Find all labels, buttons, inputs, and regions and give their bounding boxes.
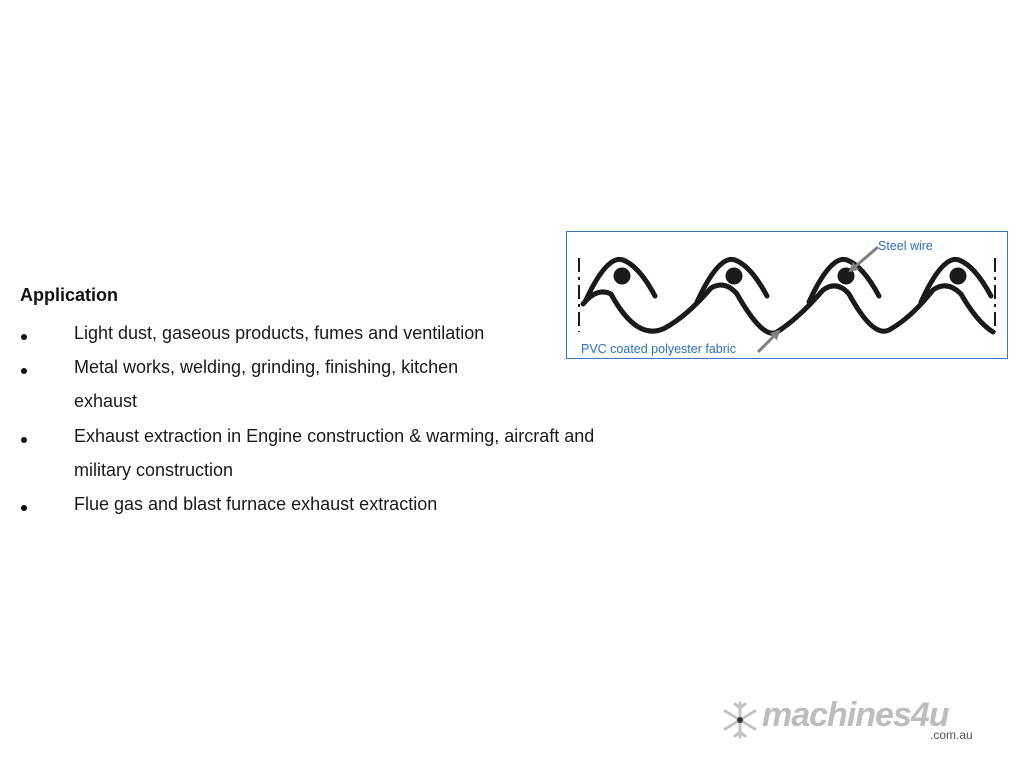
steel-wire — [950, 268, 967, 285]
logo-brand-text: machines4u — [762, 696, 949, 734]
pvc-fabric-wave — [583, 285, 993, 333]
list-item-line: Flue gas and blast furnace exhaust extraction — [74, 494, 438, 514]
list-item-line: Metal works, welding, grinding, finishing, kitchen — [74, 357, 459, 377]
machines4u-logo — [722, 698, 992, 744]
steel-wire-label: Steel wire — [878, 239, 933, 253]
hose-cross-section-diagram — [566, 231, 1008, 359]
steel-wire-arrow — [850, 247, 878, 271]
snowflake-star-icon — [722, 700, 758, 740]
list-item-line: Exhaust extraction in Engine construction & warming, aircraft and — [74, 426, 595, 446]
logo-domain-text: .com.au — [930, 728, 973, 742]
list-item-line: exhaust — [74, 391, 138, 411]
bullet-icon — [21, 505, 27, 511]
hose-profile-drawing — [567, 232, 1009, 360]
steel-wire — [726, 268, 743, 285]
application-heading: Application — [20, 285, 118, 305]
list-item-text — [74, 419, 664, 487]
bullet-icon — [21, 437, 27, 443]
list-item-text — [74, 350, 664, 418]
list-item-line: Light dust, gaseous products, fumes and ventilation — [74, 323, 485, 343]
pvc-fabric-label: PVC coated polyester fabric — [581, 342, 736, 356]
steel-wire — [614, 268, 631, 285]
bullet-icon — [21, 368, 27, 374]
list-item-text — [74, 487, 664, 521]
list-item-line: military construction — [74, 460, 234, 480]
bullet-icon — [21, 334, 27, 340]
